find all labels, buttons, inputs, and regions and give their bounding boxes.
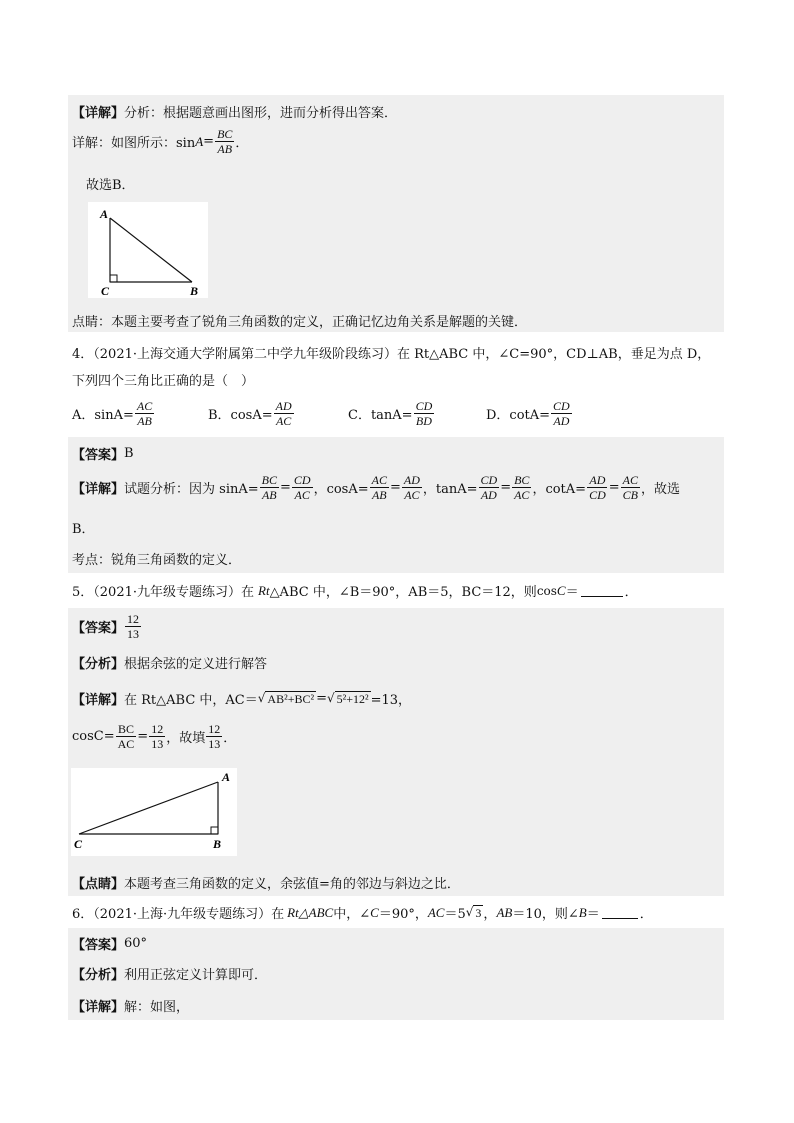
analysis-label: 【分析】 [72,657,125,672]
fraction-bc-ab [215,127,234,156]
numerator: CD [415,399,433,413]
numerator: BC [117,722,134,736]
tail-text: ，故选 [640,482,680,497]
option-label: A．sinA= [72,408,134,423]
vertex-b: B [213,837,222,851]
period: ． [639,907,653,922]
numerator: AC [136,399,153,413]
numerator: 12 [208,722,221,736]
answer-value: 60° [124,936,148,951]
detail-text: 在 Rt△ABC 中，AC＝ [124,693,258,708]
denominator: AC [404,488,420,502]
cos-label: cosC= [72,729,115,744]
q4-kaodian [72,549,241,568]
denominator: CD [589,488,606,502]
s3-triangle-figure [88,202,208,298]
numerator: AD [589,473,606,487]
rt-abc: Rt△ABC [287,904,334,920]
q6-stem [72,903,653,922]
s3-tip [72,311,527,330]
q5-detail-line1 [72,689,411,708]
vertex-a: A [100,207,109,221]
denominator: AC [275,414,292,428]
numerator: 12 [151,722,164,736]
option-b [208,399,348,428]
q5-detail-line2: cosC= $\frac{BC}{AC}$ = $\frac{12}{13}$ ，故填 $\frac{12}{13}$ ． [72,722,237,751]
denominator: 13 [208,737,221,751]
answer-blank [581,584,623,597]
denominator: AC [117,737,135,751]
numerator: AC [371,473,387,487]
radicand: 5²+12² [336,691,369,706]
detail-text: 解：如图， [124,1000,190,1015]
angle-a: A [195,133,204,149]
numerator: AC [622,473,638,487]
choose-text: 故选B． [86,178,135,193]
denominator: AC [514,488,530,502]
detail-text: =13， [370,693,412,708]
denominator: AC [294,488,310,502]
option-fraction [135,399,154,428]
detail-intro: 试题分析：因为 sinA= [124,482,259,497]
tip-text: 本题考查三角函数的定义，余弦值=角的邻边与斜边之比． [124,877,460,892]
angle-c: C [556,582,566,598]
q4-stem-line1 [72,343,710,362]
option-fraction [551,399,572,428]
side-ac: AC [427,904,445,920]
edge-ab [110,218,192,282]
answer-label: 【答案】 [72,938,125,953]
s3-detail-analysis [72,102,397,121]
numerator: AD [275,399,292,413]
q6-answer [72,934,147,953]
analysis-text: 分析：根据题意画出图形，进而分析得出答案． [124,106,398,121]
stem-text: 5．（2021·九年级专题练习）在 [72,585,254,600]
radicand: 3 [475,905,482,920]
stem-text: 下列四个三角比正确的是（ ） [72,374,255,389]
fraction [149,722,165,751]
numerator: BC [217,127,233,141]
denominator: AB [217,142,233,156]
answer-label: 【答案】 [72,621,125,636]
detail-line2: B． [72,522,95,537]
cos-text: ，cosA= [313,482,369,497]
fraction [402,473,422,502]
fraction [621,473,640,502]
vertex-b: B [190,284,199,298]
angle-c: C [370,904,379,920]
fraction [479,473,500,502]
option-d [486,399,573,428]
right-angle-mark [211,827,218,834]
edge-ca [79,782,218,834]
stem-text: 4．（2021·上海交通大学附属第二中学九年级阶段练习）在 Rt△ABC 中，∠C=90°，CD⊥AB，垂足为点 D， [72,347,711,362]
detail-prefix: 详解：如图所示：sin [72,136,196,151]
analysis-text: 根据余弦的定义进行解答 [124,657,268,672]
rt-italic: Rt [258,582,270,598]
q5-answer [72,612,142,641]
tip-text: 点睛：本题主要考查了锐角三角函数的定义，正确记忆边角关系是解题的关键． [72,315,528,330]
option-a [72,399,208,428]
side-ab: AB [496,904,513,920]
tip-label: 【点睛】 [72,877,125,892]
q6-detail [72,996,189,1015]
vertex-c: C [74,837,83,851]
stem-text: 中，∠ [333,907,371,922]
vertex-a: A [222,770,231,784]
radicand: AB²+BC² [267,691,315,706]
fraction [206,722,222,751]
stem-text: ＝10，则∠ [512,907,579,922]
period: ． [223,731,237,746]
option-fraction [414,399,435,428]
answer-label: 【答案】 [72,448,125,463]
denominator: 13 [127,627,140,641]
denominator: 13 [151,737,164,751]
equals: ＝ [565,585,579,600]
fraction [260,473,279,502]
sqrt-expression: √ 5²+12² [326,690,369,706]
cot-text: ，cotA= [532,482,587,497]
equals: = [316,691,327,706]
option-c [348,399,486,428]
q4-options [72,399,573,428]
denominator: AD [480,488,497,502]
numerator: AD [403,473,420,487]
q4-stem-line2 [72,370,254,389]
denominator: CB [622,488,638,502]
denominator: BD [415,414,432,428]
equals: = [203,134,215,149]
option-label: D．cotA= [486,408,551,423]
q5-analysis [72,653,267,672]
stem-text: ＝5 [444,907,466,922]
s3-choose [86,174,135,193]
right-angle-mark [110,275,117,282]
answer-blank [602,906,638,919]
stem-text: ， [483,907,497,922]
q4-answer [72,444,134,463]
numerator: BC [514,473,530,487]
denominator: AB [371,488,387,502]
kaodian-text: 考点：锐角三角函数的定义． [72,553,242,568]
numerator: 12 [127,612,140,626]
fraction [116,722,137,751]
right-triangle-diagram [88,202,208,298]
fraction [512,473,531,502]
q6-analysis [72,964,267,983]
detail-label: 【详解】 [72,482,125,497]
fill-text: ，故填 [166,731,206,746]
stem-text: △ABC 中，∠B＝90°，AB＝5，BC＝12，则 [269,585,537,600]
fraction [292,473,313,502]
tan-text: ，tanA= [422,482,478,497]
fraction [587,473,608,502]
denominator: AD [553,414,570,428]
period: ． [235,136,249,151]
s3-detail-formula [72,127,248,156]
detail-label: 【详解】 [72,1000,125,1015]
option-fraction [274,399,294,428]
q4-detail-line2 [72,518,95,537]
numerator: CD [480,473,498,487]
stem-text: ＝90°， [378,907,428,922]
detail-label: 【详解】 [72,106,125,121]
stem-text: 6．（2021·上海·九年级专题练习）在 [72,907,285,922]
fraction [370,473,389,502]
sqrt-expression: √ 3 [465,904,482,920]
q5-triangle-figure [71,768,237,856]
angle-b: B [578,904,587,920]
q5-tip [72,873,460,892]
right-triangle-diagram [71,768,237,856]
denominator: AB [261,488,277,502]
equals: ＝ [586,907,600,922]
option-label: C．tanA= [348,408,413,423]
q4-detail-line1: 【详解】 试题分析：因为 sinA= $\frac{BC}{AB}$ = $\frac{CD}{AC}$ ，cosA= $\frac{AC}{AB}$ = $\frac{AD}{AC}$ ，tanA= $\frac{CD}{AD}$ = $\frac{BC}{AC}$ ，cotA= $\frac{AD}{CD}$ = $\frac{AC}{CB}$ ，故选 [72,473,680,502]
analysis-label: 【分析】 [72,968,125,983]
option-label: B．cosA= [208,408,273,423]
answer-value: B [124,446,134,461]
cos-text: cos [536,583,557,598]
sqrt-expression: √ AB²+BC² [257,690,315,706]
period: ． [624,585,638,600]
numerator: CD [553,399,570,413]
vertex-c: C [101,284,110,298]
answer-fraction [125,612,141,641]
denominator: AB [137,414,152,428]
q5-stem [72,581,638,600]
detail-label: 【详解】 [72,693,125,708]
analysis-text: 利用正弦定义计算即可． [124,968,268,983]
numerator: BC [261,473,277,487]
numerator: CD [293,473,311,487]
